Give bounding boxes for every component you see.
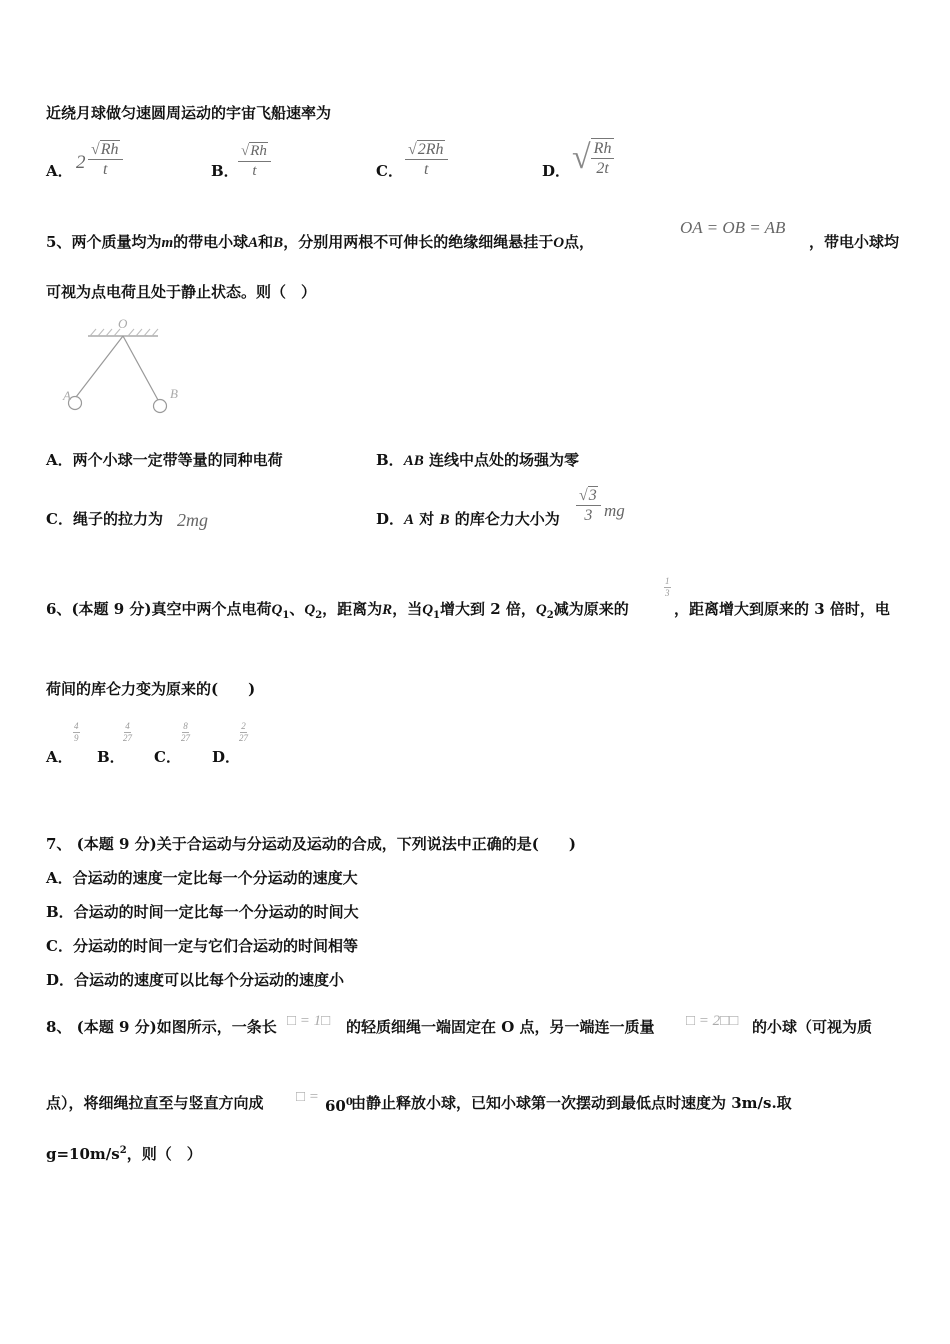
q5-option-d-fraction: $\frac{√3}{3}$ (576, 486, 601, 525)
q8-angle-value: $60^0$ (325, 1097, 353, 1115)
q5-option-c-math: 2mg (177, 510, 208, 530)
q5-option-a[interactable]: A．两个小球一定带等量的同种电荷 (46, 451, 283, 469)
q7-stem: 7、 (本题 9 分)关于合运动与分运动及运动的合成，下列说法中正确的是( ) (46, 835, 576, 853)
q7-option-b[interactable]: B．合运动的时间一定比每一个分运动的时间大 (46, 903, 359, 921)
q4-option-a-formula: $\frac{√Rh}{t}$ (88, 140, 123, 179)
q4-option-b-formula: $\frac{√Rh}{t}$ (238, 142, 271, 181)
q4-option-a-coef: 2 (76, 152, 86, 173)
q5-formula: OA = OB = AB (680, 218, 786, 237)
q8-stem-line2-a: 点），将细绳拉直至与竖直方向成 (46, 1094, 264, 1112)
q5-option-c[interactable]: C．绳子的拉力为 (46, 510, 163, 528)
q6-stem-line1-tail: ，距离增大到原来的 3 倍时，电 (674, 600, 890, 618)
q6-stem-line1: 6、(本题 9 分)真空中两个点电荷$Q_1$、$Q_2$，距离为R，当$Q_1$增大到 2 倍，$Q_2$减为原来的 (46, 600, 629, 621)
q8-stem-line1-b: 的轻质细绳一端固定在 O 点，另一端连一质量 (346, 1018, 655, 1036)
q4-option-c-letter[interactable]: C． (376, 162, 403, 180)
q6-stem-line2: 荷间的库仑力变为原来的( ) (46, 680, 256, 698)
q7-option-c[interactable]: C．分运动的时间一定与它们合运动的时间相等 (46, 937, 358, 955)
q6-option-c-letter[interactable]: C． (154, 748, 181, 766)
q4-option-b-letter[interactable]: B． (211, 162, 239, 180)
q5-stem-line1: 5、两个质量均为m的带电小球A和B，分别用两根不可伸长的绝缘细绳悬挂于O点， (46, 233, 595, 251)
q4-option-a-letter[interactable]: A． (46, 162, 73, 180)
q5-stem-line2: 可视为点电荷且处于静止状态。则（ ） (46, 283, 317, 301)
q4-option-c-formula: $\frac{√2Rh}{t}$ (405, 140, 448, 179)
q5-stem-tail: ，带电小球均 (809, 233, 900, 251)
q8-stem-line1-a: 8、 (本题 9 分)如图所示，一条长 (46, 1018, 277, 1036)
rope-ob (123, 336, 158, 400)
q6-option-a-fraction: $\frac{4}{9}$ (74, 721, 79, 743)
q5-option-b[interactable]: B．AB 连线中点处的场强为零 (376, 451, 579, 469)
q8-length-placeholder: □ = 1□ (287, 1013, 331, 1029)
q5-option-d-mg: mg (604, 501, 625, 520)
label-a: A (63, 388, 71, 403)
q6-stem-fraction: $\frac{1}{3}$ (665, 576, 670, 598)
q4-option-d-letter[interactable]: D． (542, 162, 571, 180)
q5-option-d[interactable]: D．A 对 B 的库仑力大小为 (376, 510, 560, 528)
q5-figure (58, 312, 178, 437)
rope-oa (76, 336, 123, 397)
q8-angle-placeholder: □ = (296, 1089, 319, 1105)
label-b: B (170, 386, 178, 401)
q8-mass-placeholder: □ = 2□□ (686, 1013, 739, 1029)
q8-stem-line3: $g=10m/s^2$，则（ ） (46, 1145, 202, 1163)
q7-option-d[interactable]: D．合运动的速度可以比每个分运动的速度小 (46, 971, 345, 989)
q8-stem-line1-c: 的小球（可视为质 (752, 1018, 873, 1036)
q6-option-b-letter[interactable]: B． (97, 748, 125, 766)
ball-b (154, 400, 167, 413)
q8-stem-line2-b: 由静止释放小球，已知小球第一次摆动到最低点时速度为 3m/s.取 (351, 1094, 792, 1112)
q7-option-a[interactable]: A．合运动的速度一定比每一个分运动的速度大 (46, 869, 358, 887)
q6-option-c-fraction: $\frac{8}{27}$ (181, 721, 190, 743)
q6-option-b-fraction: $\frac{4}{27}$ (123, 721, 132, 743)
label-o: O (118, 316, 128, 331)
q6-option-a-letter[interactable]: A． (46, 748, 73, 766)
q6-option-d-fraction: $\frac{2}{27}$ (239, 721, 248, 743)
q4-option-d-formula: √ $\frac{Rh}{2t}$ (572, 138, 614, 178)
q6-option-d-letter[interactable]: D． (212, 748, 241, 766)
intro-line: 近绕月球做匀速圆周运动的宇宙飞船速率为 (46, 104, 332, 122)
